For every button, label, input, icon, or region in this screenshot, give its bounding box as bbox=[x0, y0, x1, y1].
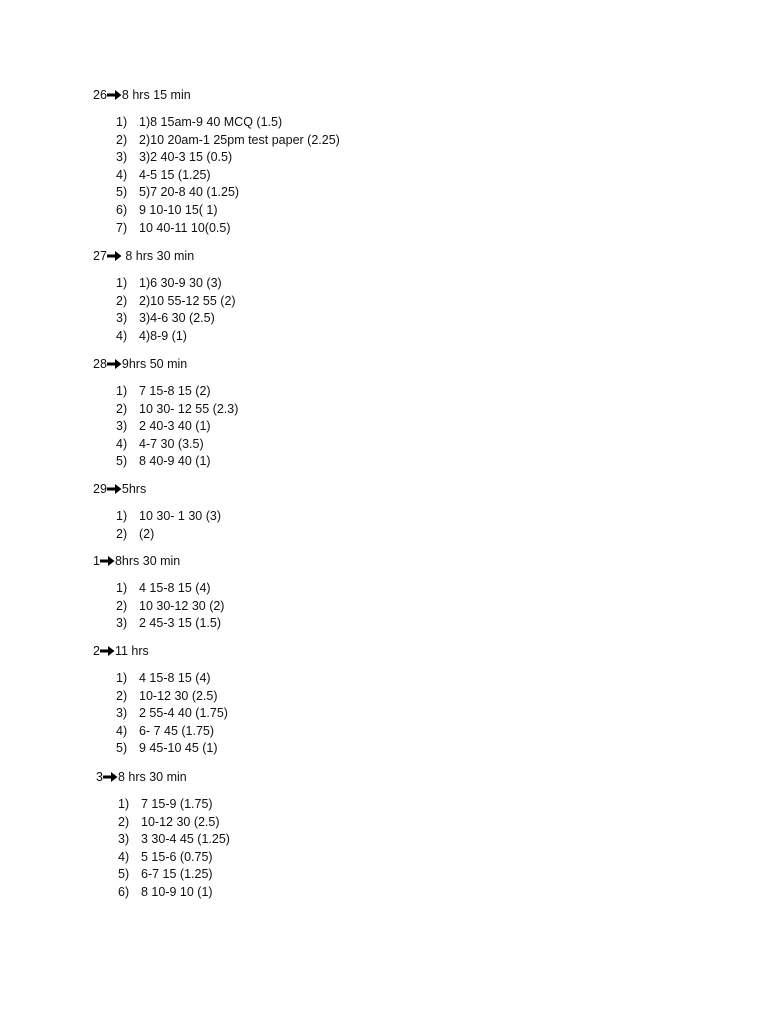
item-number: 3) bbox=[116, 419, 128, 434]
item-number: 2) bbox=[116, 293, 128, 308]
item-number: 4) bbox=[116, 436, 128, 451]
item-text: 10-12 30 (2.5) bbox=[139, 688, 218, 703]
hours-total: 8 hrs 30 min bbox=[117, 770, 187, 784]
list-item bbox=[116, 132, 340, 150]
item-number: 4) bbox=[116, 723, 128, 738]
day-section-3 bbox=[96, 768, 230, 902]
day-section-28 bbox=[93, 355, 238, 471]
item-text: 10 30-12 30 (2) bbox=[139, 598, 225, 613]
item-text: 7 15-9 (1.75) bbox=[141, 797, 213, 811]
day-number: 29 bbox=[93, 482, 107, 496]
entry-list bbox=[96, 796, 230, 902]
day-section-29 bbox=[93, 480, 221, 543]
item-number: 2) bbox=[116, 401, 128, 416]
item-text: 2)10 55-12 55 (2) bbox=[139, 293, 236, 308]
item-text: 10-12 30 (2.5) bbox=[141, 814, 220, 829]
list-item bbox=[116, 723, 228, 741]
day-number: 1 bbox=[93, 554, 100, 568]
right-arrow-icon bbox=[107, 358, 122, 370]
item-number: 3) bbox=[116, 616, 128, 631]
list-item bbox=[116, 149, 340, 167]
list-item bbox=[116, 328, 236, 346]
item-text: 2 45-3 15 (1.5) bbox=[139, 616, 221, 631]
hours-total: 8hrs 30 min bbox=[114, 554, 181, 568]
section-heading bbox=[93, 480, 221, 498]
list-item bbox=[116, 740, 228, 758]
list-item bbox=[116, 114, 340, 132]
item-text: 4-7 30 (3.5) bbox=[139, 436, 204, 451]
list-item bbox=[118, 849, 230, 867]
entry-list bbox=[93, 383, 238, 471]
item-text: 9 10-10 15( 1) bbox=[139, 202, 218, 217]
list-item bbox=[116, 220, 340, 238]
item-text: 10 40-11 10(0.5) bbox=[139, 220, 231, 235]
entry-list bbox=[93, 114, 340, 237]
item-text: 7 15-8 15 (2) bbox=[139, 384, 211, 398]
list-item bbox=[116, 436, 238, 454]
list-item bbox=[118, 884, 230, 902]
item-number: 2) bbox=[116, 688, 128, 703]
item-number: 4) bbox=[116, 167, 128, 182]
item-number: 7) bbox=[116, 220, 128, 235]
section-heading bbox=[93, 355, 238, 373]
item-number: 4) bbox=[116, 328, 128, 343]
right-arrow-icon bbox=[100, 555, 115, 567]
list-item bbox=[116, 615, 224, 633]
item-number: 1) bbox=[118, 797, 130, 811]
day-number: 2 bbox=[93, 644, 100, 658]
item-number: 3) bbox=[116, 311, 128, 326]
item-text: 4)8-9 (1) bbox=[139, 328, 187, 343]
list-item bbox=[116, 453, 238, 471]
item-text: 9 45-10 45 (1) bbox=[139, 741, 218, 756]
right-arrow-icon bbox=[107, 250, 122, 262]
item-number: 2) bbox=[116, 132, 128, 147]
hours-total: 9hrs 50 min bbox=[121, 357, 188, 371]
section-heading bbox=[93, 247, 236, 265]
item-number: 3) bbox=[118, 832, 130, 847]
list-item bbox=[116, 383, 238, 401]
list-item bbox=[118, 814, 230, 832]
day-section-2 bbox=[93, 642, 228, 758]
section-heading bbox=[93, 86, 340, 104]
day-number: 27 bbox=[93, 249, 107, 263]
list-item bbox=[116, 418, 238, 436]
item-text: 4 15-8 15 (4) bbox=[139, 671, 211, 685]
list-item bbox=[116, 275, 236, 293]
day-number: 3 bbox=[96, 770, 103, 784]
item-number: 3) bbox=[116, 150, 128, 165]
list-item bbox=[116, 310, 236, 328]
item-number: 5) bbox=[116, 185, 128, 200]
right-arrow-icon bbox=[107, 483, 122, 495]
list-item bbox=[116, 580, 224, 598]
list-item bbox=[118, 866, 230, 884]
item-number: 2) bbox=[118, 814, 130, 829]
item-number: 6) bbox=[118, 884, 130, 899]
item-text: 6- 7 45 (1.75) bbox=[139, 723, 215, 738]
day-section-26 bbox=[93, 86, 340, 237]
item-text: 4-5 15 (1.25) bbox=[139, 167, 211, 182]
section-heading bbox=[96, 768, 230, 786]
entry-list bbox=[93, 580, 224, 633]
day-section-27 bbox=[93, 247, 236, 345]
item-text: 3)2 40-3 15 (0.5) bbox=[139, 150, 233, 165]
section-heading bbox=[93, 642, 228, 660]
list-item bbox=[116, 688, 228, 706]
list-item bbox=[116, 401, 238, 419]
list-item bbox=[116, 705, 228, 723]
item-text: 8 40-9 40 (1) bbox=[139, 454, 211, 469]
item-number: 5) bbox=[118, 867, 130, 882]
list-item bbox=[116, 202, 340, 220]
item-number: 1) bbox=[116, 671, 128, 685]
item-text: 6-7 15 (1.25) bbox=[141, 867, 213, 882]
day-section-1 bbox=[93, 552, 224, 633]
item-number: 4) bbox=[118, 849, 130, 864]
day-number: 28 bbox=[93, 357, 107, 371]
list-item bbox=[118, 796, 230, 814]
right-arrow-icon bbox=[103, 771, 118, 783]
list-item bbox=[116, 670, 228, 688]
day-number: 26 bbox=[93, 88, 107, 102]
item-number: 1) bbox=[116, 509, 128, 523]
item-number: 1) bbox=[116, 115, 128, 129]
item-text: 3)4-6 30 (2.5) bbox=[139, 311, 215, 326]
entry-list bbox=[93, 275, 236, 345]
item-text: (2) bbox=[139, 526, 155, 541]
hours-total: 11 hrs bbox=[114, 644, 149, 658]
list-item bbox=[116, 508, 221, 526]
list-item bbox=[116, 526, 221, 544]
item-number: 3) bbox=[116, 706, 128, 721]
entry-list bbox=[93, 508, 221, 543]
list-item bbox=[116, 598, 224, 616]
item-number: 5) bbox=[116, 741, 128, 756]
item-number: 2) bbox=[116, 526, 128, 541]
item-number: 5) bbox=[116, 454, 128, 469]
item-text: 5)7 20-8 40 (1.25) bbox=[139, 185, 240, 200]
item-text: 4 15-8 15 (4) bbox=[139, 581, 211, 595]
item-text: 1)8 15am-9 40 MCQ (1.5) bbox=[139, 115, 283, 129]
item-text: 10 30- 1 30 (3) bbox=[139, 509, 221, 523]
item-number: 1) bbox=[116, 581, 128, 595]
hours-total: 8 hrs 30 min bbox=[121, 249, 195, 263]
item-number: 1) bbox=[116, 384, 128, 398]
item-text: 2)10 20am-1 25pm test paper (2.25) bbox=[139, 132, 340, 147]
right-arrow-icon bbox=[100, 645, 115, 657]
item-text: 1)6 30-9 30 (3) bbox=[139, 276, 222, 290]
item-text: 2 40-3 40 (1) bbox=[139, 419, 211, 434]
item-text: 3 30-4 45 (1.25) bbox=[141, 832, 230, 847]
item-text: 5 15-6 (0.75) bbox=[141, 849, 213, 864]
item-number: 2) bbox=[116, 598, 128, 613]
item-text: 10 30- 12 55 (2.3) bbox=[139, 401, 239, 416]
list-item bbox=[118, 831, 230, 849]
list-item bbox=[116, 293, 236, 311]
item-number: 6) bbox=[116, 202, 128, 217]
item-number: 1) bbox=[116, 276, 128, 290]
section-heading bbox=[93, 552, 224, 570]
list-item bbox=[116, 184, 340, 202]
hours-total: 5hrs bbox=[121, 482, 147, 496]
list-item bbox=[116, 167, 340, 185]
item-text: 8 10-9 10 (1) bbox=[141, 884, 213, 899]
item-text: 2 55-4 40 (1.75) bbox=[139, 706, 228, 721]
entry-list bbox=[93, 670, 228, 758]
hours-total: 8 hrs 15 min bbox=[121, 88, 191, 102]
right-arrow-icon bbox=[107, 89, 122, 101]
